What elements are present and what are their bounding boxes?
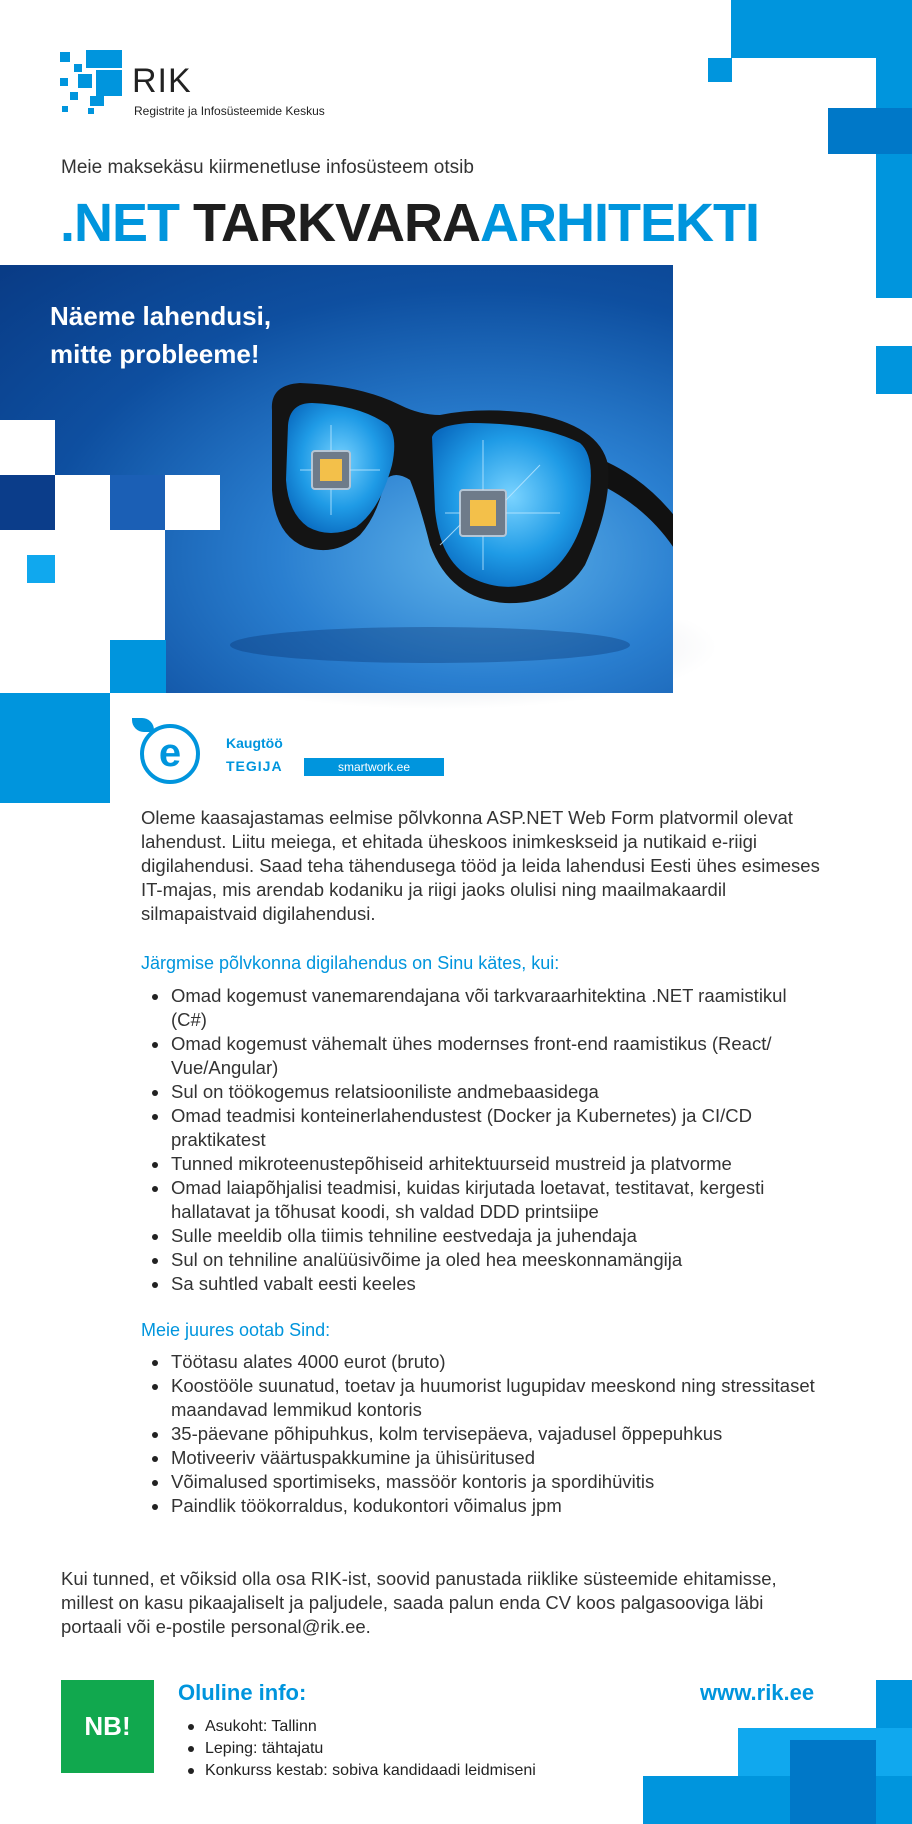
list-item: Omad laiapõhjalisi teadmisi, kuidas kirjutada loetavat, testitavat, kergesti hallatavat ja tõhusat koodi, sh valdad DDD printsiipe [141,1176,821,1224]
intro-text: Meie maksekäsu kiirmenetluse infosüsteem otsib [61,157,474,178]
list-item: Konkurss kestab: sobiva kandidaadi leidmiseni [178,1760,536,1782]
list-item: Leping: tähtajatu [178,1738,536,1760]
list-item: Omad kogemust vanemarendajana või tarkvaraarhitektina .NET raamistikul (C#) [141,984,821,1032]
list-item: Tunned mikroteenustepõhiseid arhitektuurseid mustreid ja platvorme [141,1152,821,1176]
decor-square [0,693,110,803]
decor-square [731,0,912,58]
e-logo-icon: e [140,724,200,784]
list-item: Sulle meeldib olla tiimis tehniline eestvedaja ja juhendaja [141,1224,821,1248]
decor-square [876,154,912,298]
list-item: Omad teadmisi konteinerlahendustest (Docker ja Kubernetes) ja CI/CD praktikatest [141,1104,821,1152]
requirements-heading: Järgmise põlvkonna digilahendus on Sinu kätes, kui: [141,953,560,973]
brand-name: RIK [132,62,192,100]
job-title-part: ARHITEKTI [480,193,759,253]
lead-paragraph: Oleme kaasajastamas eelmise põlvkonna ASP.NET Web Form platvormil olevat lahendust. Liitu meiega, et ehitada üheskoos inimkeskseid ja nutikaid e-riigi digilahendusi. Saad teha tähendusega tööd ja leida lahendusi Eesti ühes esimeses IT-majas, mis arendab kodaniku ja riigi jaoks olulisi ning maailmakaardil silmapaistvaid digilahendusi. [141,807,820,924]
info-heading: Oluline info: [178,1680,307,1705]
badge-line1: Kaugtöö [226,735,283,751]
website-link[interactable]: www.rik.ee [700,1680,815,1705]
brand-subtitle: Registrite ja Infosüsteemide Keskus [134,104,325,118]
job-title-part: .NET [60,193,180,253]
rik-logo[interactable] [60,50,380,120]
job-title-part: TARKVARA [193,193,481,253]
info-list [178,1716,536,1782]
hero-tagline-line: Näeme lahendusi, [50,301,272,331]
decor-square [828,108,912,154]
hero-tagline [50,297,271,373]
benefits-list [141,1350,821,1518]
badge-line2: TEGIJA [226,758,283,774]
decor-square [876,58,912,108]
decor-square [790,1740,876,1824]
hero-tagline-line: mitte probleeme! [50,339,260,369]
list-item: Paindlik töökorraldus, kodukontori võimalus jpm [141,1494,821,1518]
list-item: Sul on töökogemus relatsiooniliste andmebaasidega [141,1080,821,1104]
job-title [60,192,759,254]
list-item: 35-päevane põhipuhkus, kolm tervisepäeva, vajadusel õppepuhkus [141,1422,821,1446]
hero-image [0,265,673,693]
benefits-heading: Meie juures ootab Sind: [141,1320,331,1340]
list-item: Asukoht: Tallinn [178,1716,536,1738]
decor-square [708,58,732,82]
remote-work-badge[interactable] [134,720,454,790]
list-item: Sul on tehniline analüüsivõime ja oled hea meeskonnamängija [141,1248,821,1272]
nb-badge: NB! [61,1680,154,1773]
list-item: Omad kogemust vähemalt ühes modernses front-end raamistikus (React/ Vue/Angular) [141,1032,821,1080]
requirements-list [141,984,821,1296]
decor-square [876,346,912,394]
badge-site[interactable]: smartwork.ee [304,758,444,776]
list-item: Võimalused sportimiseks, massöör kontoris ja spordihüvitis [141,1470,821,1494]
closing-paragraph: Kui tunned, et võiksid olla osa RIK-ist, soovid panustada riiklike süsteemide ehitamisse, millest on kasu pikaajaliselt ja paljudele, saada palun enda CV koos palgasooviga läbi portaali või e-postile personal@rik.ee. [61,1568,777,1637]
list-item: Motiveeriv väärtuspakkumine ja ühisüritused [141,1446,821,1470]
rik-logo-mark-icon [60,50,122,112]
list-item: Koostööle suunatud, toetav ja huumorist lugupidav meeskond ning stressitaset maandavad lemmikud kontoris [141,1374,821,1422]
list-item: Töötasu alates 4000 eurot (bruto) [141,1350,821,1374]
list-item: Sa suhtled vabalt eesti keeles [141,1272,821,1296]
